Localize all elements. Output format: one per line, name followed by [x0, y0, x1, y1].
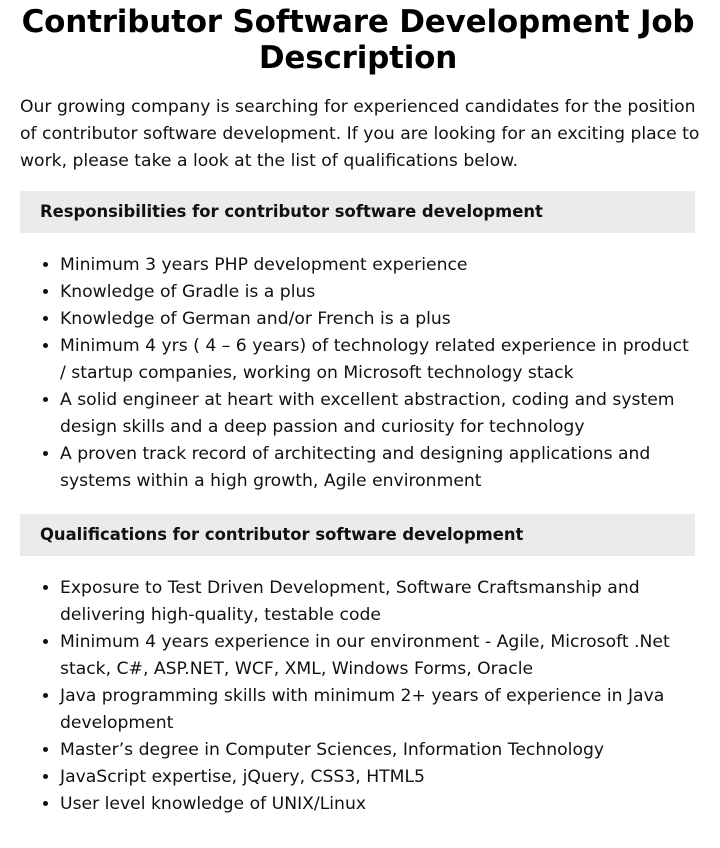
- list-item: • Knowledge of Gradle is a plus: [60, 279, 700, 306]
- list-item: • User level knowledge of UNIX/Linux: [60, 791, 700, 818]
- page-title: Contributor Software Development Job Description: [21, 4, 695, 76]
- list-item: • Minimum 3 years PHP development experience: [60, 252, 700, 279]
- list-item: • Minimum 4 years experience in our environment - Agile, Microsoft .Net stack, C#, ASP.NET, WCF, XML, Windows Forms, Oracle: [60, 629, 700, 683]
- qualifications-heading: Qualifications for contributor software development: [20, 514, 695, 556]
- list-item: • Knowledge of German and/or French is a plus: [60, 306, 700, 333]
- list-item: • JavaScript expertise, jQuery, CSS3, HTML5: [60, 764, 700, 791]
- list-item: • A proven track record of architecting and designing applications and systems within a high growth, Agile environment: [60, 441, 700, 495]
- list-item: • Minimum 4 yrs ( 4 – 6 years) of technology related experience in product / startup companies, working on Microsoft technology stack: [60, 333, 700, 387]
- list-item: • Exposure to Test Driven Development, Software Craftsmanship and delivering high-quality, testable code: [60, 575, 700, 629]
- qualifications-list: [20, 575, 700, 818]
- responsibilities-list: [20, 252, 700, 495]
- list-item: • A solid engineer at heart with excellent abstraction, coding and system design skills and a deep passion and curiosity for technology: [60, 387, 700, 441]
- list-item: • Java programming skills with minimum 2+ years of experience in Java development: [60, 683, 700, 737]
- intro-paragraph: Our growing company is searching for experienced candidates for the position of contributor software development. If you are looking for an exciting place to work, please take a look at the list of qualifications below.: [20, 97, 700, 171]
- responsibilities-heading: Responsibilities for contributor software development: [20, 191, 695, 233]
- list-item: • Master’s degree in Computer Sciences, Information Technology: [60, 737, 700, 764]
